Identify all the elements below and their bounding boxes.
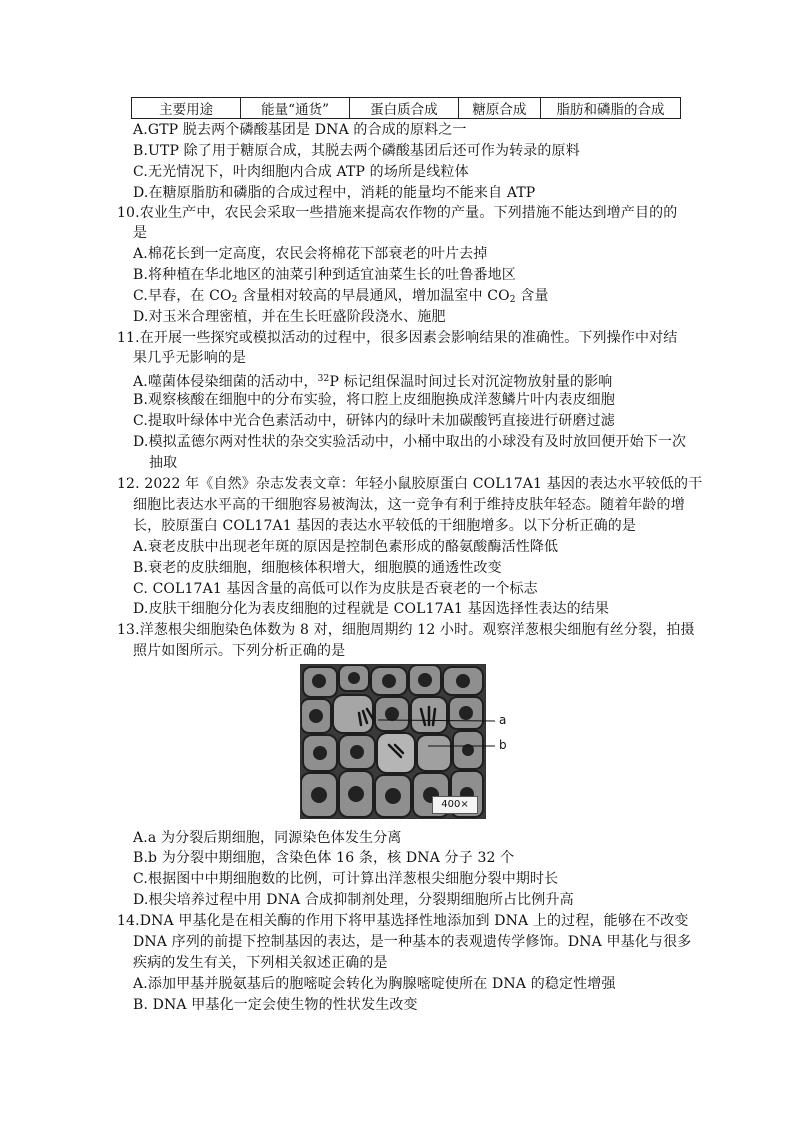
- q13-option-a: A.a 为分裂后期细胞，同源染色体发生分离: [133, 830, 402, 846]
- q11-a-post: P 标记组保温时间过长对沉淀物放射量的影响: [329, 374, 613, 390]
- q10-option-b: B.将种植在华北地区的油菜引种到适宜油菜生长的吐鲁番地区: [133, 267, 516, 283]
- q14-stem: 14.DNA 甲基化是在相关酶的作用下将甲基选择性地添加到 DNA 上的过程，能够在不改变: [117, 913, 689, 929]
- q9-option-d: D.在糖原脂肪和磷脂的合成过程中，消耗的能量均不能来自 ATP: [133, 185, 536, 201]
- q12-stem: 12. 2022 年《自然》杂志发表文章：年轻小鼠胶原蛋白 COL17A1 基因的表达水平较低的干: [117, 476, 703, 492]
- q14-option-a: A.添加甲基并脱氨基后的胞嘧啶会转化为胸腺嘧啶使所在 DNA 的稳定性增强: [133, 976, 616, 992]
- table-row: [132, 98, 681, 119]
- q12-option-c: C. COL17A1 基因含量的高低可以作为皮肤是否衰老的一个标志: [133, 581, 538, 597]
- q10-c-mid: 含量相对较高的早晨通风，增加温室中 CO: [237, 288, 510, 304]
- q12-option-a: A.衰老皮肤中出现老年斑的原因是控制色素形成的酪氨酸酶活性降低: [133, 539, 559, 555]
- atp-usage-table: [131, 97, 681, 119]
- q9-option-b: B.UTP 除了用于糖原合成，其脱去两个磷酸基团后还可作为转录的原料: [133, 143, 580, 159]
- q10-option-d: D.对玉米合理密植，并在生长旺盛阶段浇水、施肥: [133, 309, 446, 325]
- table-cell: 主要用途: [132, 98, 241, 119]
- q9-option-c: C.无光情况下，叶肉细胞内合成 ATP 的场所是线粒体: [133, 164, 469, 180]
- q13-option-d: D.根尖培养过程中用 DNA 合成抑制剂处理，分裂期细胞所占比例升高: [133, 892, 574, 908]
- q12-stem-cont2: 长，胶原蛋白 COL17A1 基因的表达水平较低的干细胞增多。以下分析正确的是: [133, 518, 637, 534]
- q11-option-b: B.观察核酸在细胞中的分布实验，将口腔上皮细胞换成洋葱鳞片叶内表皮细胞: [133, 392, 615, 408]
- q10-stem-cont: 是: [133, 225, 148, 241]
- q11-option-c: C.提取叶绿体中光合色素活动中，研钵内的绿叶未加碳酸钙直接进行研磨过滤: [133, 413, 615, 429]
- q10-stem: 10.农业生产中，农民会采取一些措施来提高农作物的产量。下列措施不能达到增产目的的: [117, 205, 678, 221]
- q10-c-sub1: 2: [231, 295, 238, 305]
- q14-stem-cont2: 疾病的发生有关，下列相关叙述正确的是: [133, 955, 388, 971]
- q10-option-c: [133, 287, 549, 309]
- q12-option-b: B.衰老的皮肤细胞，细胞核体积增大，细胞膜的通透性改变: [133, 560, 502, 576]
- table-cell: 能量“通货”: [241, 98, 350, 119]
- table-cell: 糖原合成: [458, 98, 540, 119]
- table-cell: 蛋白质合成: [350, 98, 459, 119]
- micrograph-label-b: b: [499, 738, 507, 752]
- q11-a-pre: A.噬菌体侵染细菌的活动中，: [133, 374, 318, 390]
- q11-option-d-cont: 抽取: [149, 455, 178, 471]
- q13-stem-cont: 照片如图所示。下列分析正确的是: [133, 643, 346, 659]
- magnification-label: 400×: [432, 796, 478, 814]
- q13-option-c: C.根据图中中期细胞数的比例，可计算出洋葱根尖细胞分裂中期时长: [133, 871, 559, 887]
- q10-c-sub2: 2: [509, 295, 516, 305]
- q12-stem-cont1: 细胞比表达水平高的干细胞容易被淘汰，这一竞争有利于维持皮肤年轻态。随着年龄的增: [133, 497, 685, 513]
- q10-c-pre: C.早春，在 CO: [133, 288, 232, 304]
- q11-option-a: [133, 370, 612, 391]
- q9-option-a: A.GTP 脱去两个磷酸基团是 DNA 的合成的原料之一: [133, 122, 467, 138]
- q11-stem: 11.在开展一些探究或模拟活动的过程中，很多因素会影响结果的准确性。下列操作中对结: [117, 330, 678, 346]
- q12-option-d: D.皮肤干细胞分化为表皮细胞的过程就是 COL17A1 基因选择性表达的结果: [133, 601, 610, 617]
- q14-option-b: B. DNA 甲基化一定会使生物的性状发生改变: [133, 997, 418, 1013]
- q14-stem-cont1: DNA 序列的前提下控制基因的表达，是一种基本的表观遗传学修饰。DNA 甲基化与很多: [133, 934, 692, 950]
- table-cell: 脂肪和磷脂的合成: [541, 98, 681, 119]
- q13-stem: 13.洋葱根尖细胞染色体数为 8 对，细胞周期约 12 小时。观察洋葱根尖细胞有丝分裂，拍摄: [117, 622, 695, 638]
- q10-option-a: A.棉花长到一定高度，农民会将棉花下部衰老的叶片去掉: [133, 246, 488, 262]
- q11-a-sup: 32: [317, 374, 330, 384]
- q10-c-post: 含量: [515, 288, 549, 304]
- q13-option-b: B.b 为分裂中期细胞，含染色体 16 条，核 DNA 分子 32 个: [133, 850, 515, 866]
- q11-option-d: D.模拟孟德尔两对性状的杂交实验活动中，小桶中取出的小球没有及时放回便开始下一次: [133, 434, 687, 450]
- micrograph-label-a: a: [499, 713, 507, 727]
- q11-stem-cont: 果几乎无影响的是: [133, 350, 247, 366]
